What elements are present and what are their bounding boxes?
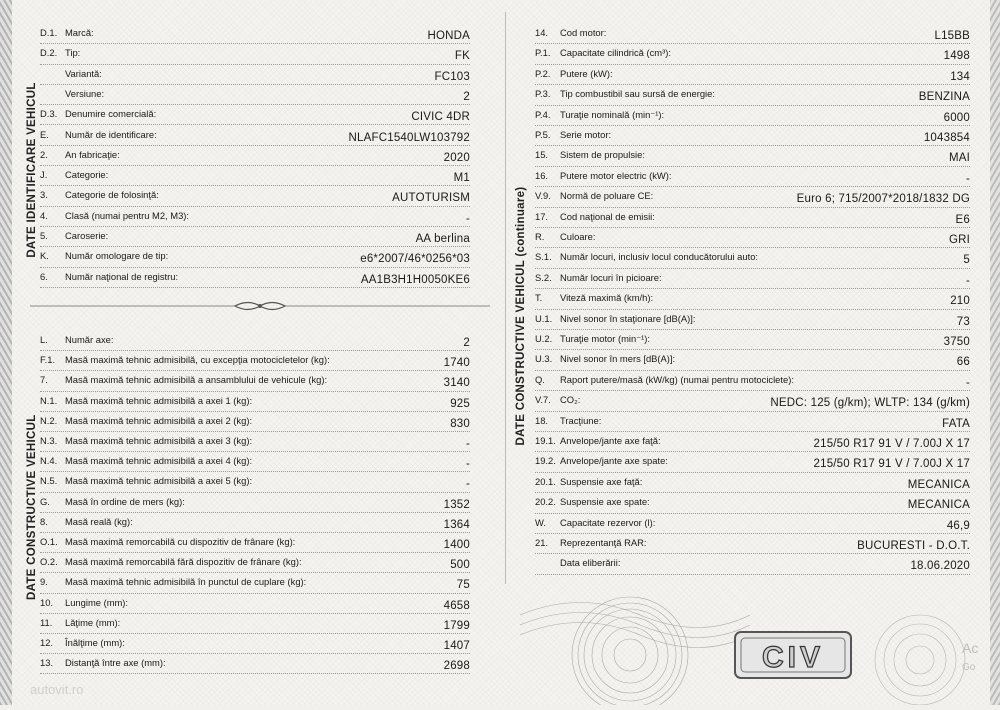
field-value: 1364 (443, 518, 470, 531)
page-edge-right (990, 0, 1000, 705)
field-label: Număr omologare de tip: (65, 250, 169, 262)
field-label: Cod naţional de emisii: (560, 210, 655, 222)
identification-row (40, 207, 470, 227)
field-code: 19.1. (535, 435, 556, 446)
field-value: 500 (450, 559, 470, 572)
field-value: 1407 (443, 640, 470, 652)
construction-continued-row (535, 248, 970, 268)
field-code: 5. (40, 230, 48, 241)
field-value: AA1B3H1H0050KE6 (360, 273, 470, 286)
construction-row (40, 351, 470, 371)
identification-row (40, 65, 470, 85)
field-code: F.1. (40, 354, 56, 366)
field-value: NLAFC1540LW103792 (348, 131, 470, 144)
construction-fields-continued (535, 24, 970, 604)
field-code: P.3. (535, 88, 551, 100)
identification-row (40, 166, 470, 186)
field-value: M1 (453, 172, 470, 185)
construction-continued-row (535, 350, 970, 370)
construction-continued-row (535, 167, 970, 187)
field-label: Masă maximă tehnic admisibilă, cu excepţia motocicletelor (kg): (65, 354, 330, 366)
field-code: K. (40, 250, 49, 262)
field-value: 210 (950, 295, 970, 308)
identification-row (40, 126, 470, 146)
field-label: Cod motor: (560, 27, 607, 38)
construction-row (40, 452, 470, 472)
field-label: Anvelope/jante axe faţă: (560, 435, 661, 446)
field-code: P.5. (535, 129, 551, 140)
field-label: Turaţie nominală (min⁻¹): (560, 108, 665, 120)
field-value: 2 (463, 337, 470, 349)
field-label: Serie motor: (560, 129, 612, 140)
field-label: Masă maximă tehnic admisibilă a axei 3 (kg): (65, 435, 253, 446)
field-label: Data eliberării: (560, 557, 621, 569)
construction-continued-row (535, 473, 970, 493)
field-label: Variantă: (65, 67, 102, 79)
field-label: Versiune: (65, 87, 105, 99)
construction-continued-row (535, 289, 970, 309)
field-code: 13. (40, 657, 54, 669)
field-label: Masă reală (kg): (65, 515, 133, 527)
field-value: L15BB (934, 30, 970, 42)
field-value: 73 (956, 315, 970, 328)
field-code: U.3. (535, 353, 553, 365)
field-label: An fabricaţie: (65, 148, 120, 160)
field-code: 15. (535, 149, 549, 161)
field-label: Suspensie axe faţă: (560, 475, 643, 487)
field-value: BUCURESTI - D.O.T. (857, 540, 970, 552)
field-label: Număr axe: (65, 334, 114, 345)
identification-fields (40, 24, 470, 294)
field-code: D.2. (40, 47, 58, 59)
field-value: 75 (456, 579, 470, 592)
field-code: 21. (535, 537, 549, 548)
construction-continued-row (535, 330, 970, 350)
field-code: V.9. (535, 190, 551, 202)
construction-row (40, 654, 470, 674)
field-label: Categorie de folosinţă: (65, 189, 159, 201)
ornamental-divider (30, 299, 490, 313)
construction-continued-row (535, 412, 970, 432)
civ-logo-text: CIV (761, 641, 825, 674)
field-value: NEDC: 125 (g/km); WLTP: 134 (g/km) (770, 397, 970, 410)
field-label: Masă maximă tehnic admisibilă a ansamblului de vehicule (kg): (65, 374, 328, 386)
field-code: P.1. (535, 47, 551, 59)
field-code: 16. (535, 169, 549, 181)
field-code: 11. (40, 616, 53, 628)
field-label: Culoare: (560, 231, 596, 242)
field-code: 4. (40, 209, 48, 221)
field-value: FK (454, 50, 470, 63)
field-label: Nivel sonor în staţionare [dB(A)]: (560, 312, 696, 324)
field-value: AUTOTURISM (392, 192, 470, 205)
field-code: 3. (40, 189, 48, 201)
field-label: Distanţă între axe (mm): (65, 657, 166, 669)
field-code: 17. (535, 210, 549, 222)
field-value: 18.06.2020 (910, 560, 970, 573)
field-code: 20.2. (535, 496, 556, 508)
field-label: Masă maximă remorcabilă fără dispozitiv de frânare (kg): (65, 556, 302, 568)
field-label: Număr locuri, inclusiv locul conducătorului auto: (560, 251, 759, 263)
construction-continued-row (535, 452, 970, 472)
construction-fields (40, 331, 470, 676)
identification-row (40, 24, 470, 44)
field-code: 2. (40, 148, 48, 160)
field-code: E. (40, 128, 49, 140)
field-label: Suspensie axe spate: (560, 496, 650, 508)
field-value: 1498 (943, 50, 970, 63)
field-value: FC103 (434, 70, 470, 83)
identification-row (40, 268, 470, 288)
construction-continued-row (535, 44, 970, 64)
field-label: Normă de poluare CE: (560, 190, 654, 202)
field-value: HONDA (427, 30, 470, 42)
dotted-leader-line (535, 574, 970, 575)
identification-row (40, 85, 470, 105)
field-label: Masă maximă remorcabilă cu dispozitiv de frânare (kg): (65, 536, 296, 547)
field-code: U.1. (535, 312, 553, 324)
field-code: N.3. (40, 435, 58, 446)
field-label: Capacitate cilindrică (cm³): (560, 47, 671, 59)
field-label: Număr de identificare: (65, 128, 157, 140)
field-label: CO₂: (560, 394, 581, 406)
construction-row (40, 594, 470, 614)
guilloche-seal (520, 585, 750, 710)
construction-row (40, 493, 470, 513)
field-label: Anvelope/jante axe spate: (560, 455, 668, 467)
field-label: Capacitate rezervor (l): (560, 516, 656, 528)
identification-row (40, 146, 470, 166)
field-value: 4658 (443, 599, 470, 612)
construction-continued-row (535, 493, 970, 513)
field-value: 215/50 R17 91 V / 7.00J X 17 (813, 438, 970, 450)
field-value: - (965, 376, 970, 389)
identification-row (40, 227, 470, 247)
field-code: P.4. (535, 108, 551, 120)
construction-continued-row (535, 85, 970, 105)
construction-continued-row (535, 24, 970, 44)
field-value: 2698 (443, 660, 470, 673)
construction-row (40, 553, 470, 573)
section-label-identification: DATE IDENTIFICARE VEHICUL (26, 82, 38, 258)
field-code: T. (535, 292, 543, 304)
field-code: O.2. (40, 556, 58, 568)
field-code: 7. (40, 374, 48, 386)
field-code: G. (40, 495, 50, 507)
construction-continued-row (535, 391, 970, 411)
field-code: 12. (40, 637, 54, 648)
field-value: 925 (450, 397, 470, 410)
construction-continued-row (535, 187, 970, 207)
page-edge-left (0, 0, 12, 705)
field-code: L. (40, 334, 48, 345)
field-value: - (465, 438, 470, 450)
field-label: Putere motor electric (kW): (560, 169, 672, 181)
construction-row (40, 614, 470, 634)
field-value: AA berlina (415, 233, 470, 245)
section-label-construction-continued: DATE CONSTRUCTIVE VEHICUL (continuare) (515, 186, 527, 446)
column-separator (505, 12, 506, 584)
construction-row (40, 472, 470, 492)
field-value: GRI (948, 234, 970, 246)
field-value: 1043854 (923, 132, 970, 144)
field-label: Putere (kW): (560, 67, 613, 79)
field-code: N.5. (40, 475, 58, 487)
field-code: S.1. (535, 251, 552, 263)
field-value: MECANICA (907, 499, 970, 512)
construction-continued-row (535, 514, 970, 534)
construction-continued-row (535, 269, 970, 289)
construction-continued-row (535, 432, 970, 452)
field-code: 6. (40, 270, 48, 282)
construction-continued-row (535, 534, 970, 554)
field-code: N.2. (40, 414, 58, 426)
field-code: S.2. (535, 271, 552, 283)
field-value: e6*2007/46*0256*03 (360, 253, 470, 266)
field-value: 1400 (443, 539, 470, 551)
field-value: 2020 (443, 151, 470, 164)
field-value: - (965, 172, 970, 185)
field-label: Masă maximă tehnic admisibilă în punctul de cuplare (kg): (65, 576, 307, 588)
field-value: FATA (942, 417, 970, 430)
field-code: W. (535, 516, 546, 528)
field-label: Turaţie motor (min⁻¹): (560, 333, 651, 344)
field-code: 19.2. (535, 455, 556, 467)
field-label: Masă maximă tehnic admisibilă a axei 1 (kg): (65, 394, 253, 406)
field-value: 2 (463, 90, 470, 103)
field-label: Tip: (65, 47, 81, 59)
identification-row (40, 186, 470, 206)
watermark-left: autovit.ro (30, 682, 84, 697)
field-value: CIVIC 4DR (411, 111, 470, 124)
field-code: 9. (40, 576, 48, 588)
construction-continued-row (535, 65, 970, 85)
field-value: 46,9 (946, 519, 970, 532)
field-label: Masă maximă tehnic admisibilă a axei 5 (kg): (65, 475, 253, 487)
field-value: MAI (948, 152, 970, 165)
field-label: Nivel sonor în mers [dB(A)]: (560, 353, 676, 365)
field-code: 14. (535, 27, 549, 38)
identification-row (40, 247, 470, 267)
construction-row (40, 392, 470, 412)
field-value: 1740 (443, 357, 470, 370)
field-code: V.7. (535, 394, 551, 406)
field-label: Înălţime (mm): (65, 637, 125, 648)
field-code: P.2. (535, 67, 551, 79)
construction-row (40, 533, 470, 553)
construction-row (40, 432, 470, 452)
field-label: Masă maximă tehnic admisibilă a axei 2 (kg): (65, 414, 253, 426)
field-value: 66 (956, 356, 970, 369)
identification-row (40, 44, 470, 64)
field-label: Categorie: (65, 169, 109, 181)
field-code: U.2. (535, 333, 553, 344)
field-code: 20.1. (535, 475, 556, 487)
field-label: Tracţiune: (560, 414, 602, 426)
field-label: Viteză maximă (km/h): (560, 292, 654, 304)
dotted-leader-line (40, 673, 470, 674)
field-code: J. (40, 169, 48, 181)
dotted-leader-line (40, 287, 470, 288)
field-value: Euro 6; 715/2007*2018/1832 DG (796, 193, 970, 206)
field-code: R. (535, 231, 545, 242)
field-label: Reprezentanţă RAR: (560, 537, 647, 548)
construction-continued-row (535, 126, 970, 146)
field-value: 1799 (443, 619, 470, 632)
construction-row (40, 513, 470, 533)
field-code: Q. (535, 373, 545, 385)
field-code: N.4. (40, 455, 58, 467)
field-label: Caroserie: (65, 230, 109, 241)
section-label-construction: DATE CONSTRUCTIVE VEHICUL (26, 414, 38, 600)
field-label: Masă în ordine de mers (kg): (65, 495, 185, 507)
construction-continued-row (535, 208, 970, 228)
field-value: - (465, 458, 470, 471)
construction-continued-row (535, 310, 970, 330)
field-label: Număr locuri în picioare: (560, 271, 662, 283)
construction-continued-row (535, 554, 970, 574)
construction-row (40, 573, 470, 593)
field-value: 215/50 R17 91 V / 7.00J X 17 (813, 458, 970, 471)
field-code: D.3. (40, 108, 58, 120)
field-value: MECANICA (907, 478, 970, 491)
field-value: E6 (955, 213, 970, 226)
field-value: - (465, 212, 470, 225)
field-code: 10. (40, 596, 54, 608)
field-value: 3750 (943, 336, 970, 348)
field-label: Lăţime (mm): (65, 616, 121, 628)
field-label: Denumire comercială: (65, 108, 157, 120)
construction-continued-row (535, 371, 970, 391)
field-value: 6000 (943, 111, 970, 124)
field-label: Masă maximă tehnic admisibilă a axei 4 (kg): (65, 455, 253, 467)
guilloche-rosette (865, 605, 985, 710)
construction-row (40, 331, 470, 351)
field-value: 5 (963, 254, 970, 267)
construction-continued-row (535, 146, 970, 166)
construction-row (40, 634, 470, 654)
field-label: Lungime (mm): (65, 596, 129, 608)
field-label: Sistem de propulsie: (560, 149, 645, 161)
field-label: Marcă: (65, 27, 94, 38)
watermark-right: Ac (962, 640, 979, 656)
field-value: 134 (950, 70, 970, 83)
field-code: D.1. (40, 27, 58, 38)
construction-row (40, 371, 470, 391)
watermark-right-2: Go (962, 662, 976, 673)
field-label: Raport putere/masă (kW/kg) (numai pentru motociclete): (560, 373, 794, 385)
field-value: 3140 (443, 377, 470, 390)
field-label: Tip combustibil sau sursă de energie: (560, 88, 715, 100)
field-code: N.1. (40, 394, 58, 406)
construction-row (40, 412, 470, 432)
identification-row (40, 105, 470, 125)
field-value: - (465, 478, 470, 491)
field-label: Număr naţional de registru: (65, 270, 179, 282)
civ-logo-plate (733, 630, 853, 685)
field-value: 1352 (443, 498, 470, 511)
construction-continued-row (535, 106, 970, 126)
field-label: Clasă (numai pentru M2, M3): (65, 209, 190, 221)
field-code: O.1. (40, 536, 58, 547)
field-code: 8. (40, 515, 48, 527)
construction-continued-row (535, 228, 970, 248)
field-value: - (965, 274, 970, 287)
field-value: BENZINA (918, 91, 970, 104)
field-value: 830 (450, 417, 470, 430)
field-code: 18. (535, 414, 549, 426)
